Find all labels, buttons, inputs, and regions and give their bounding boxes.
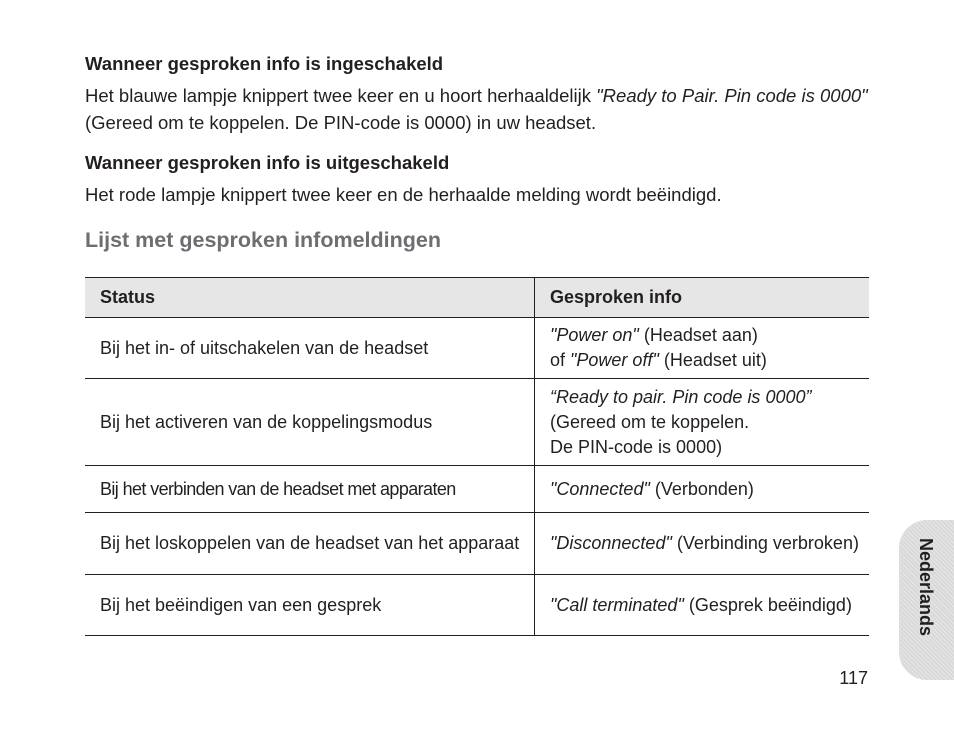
status-cell: Bij het beëindigen van een gesprek [85,575,535,636]
table-row [85,575,869,636]
status-cell: Bij het activeren van de koppelingsmodus [85,379,535,466]
voice-info-cell: "Call terminated" (Gesprek beëindigd) [535,575,870,636]
section-heading-disabled: Wanneer gesproken info is uitgeschakeld [85,152,450,173]
table-row [85,379,869,466]
table-row [85,318,869,379]
voice-info-cell: "Disconnected" (Verbinding verbroken) [535,513,870,575]
table-row [85,513,869,575]
section-text-disabled: Het rode lampje knippert twee keer en de herhaalde melding wordt beëindigd. [85,184,722,205]
status-cell: Bij het verbinden van de headset met apparaten [85,466,535,513]
status-cell: Bij het loskoppelen van de headset van het apparaat [85,513,535,575]
table-title: Lijst met gesproken infomeldingen [85,228,441,252]
page-number: 117 [839,668,868,688]
table-header-row [85,278,869,318]
column-header-voice-info: Gesproken info [535,278,870,318]
section-text-enabled: Het blauwe lampje knippert twee keer en u hoort herhaaldelijk "Ready to Pair. Pin code is 0000" (Gereed om te koppelen. De PIN-code is 0000) in uw headset. [85,85,868,133]
voice-info-cell: “Ready to pair. Pin code is 0000” (Gereed om te koppelen. De PIN-code is 0000) [535,379,870,466]
language-tab-label: Nederlands [916,538,936,637]
voice-info-cell: "Connected" (Verbonden) [535,466,870,513]
status-cell: Bij het in- of uitschakelen van de headset [85,318,535,379]
voice-info-cell: "Power on" (Headset aan) of "Power off" (Headset uit) [535,318,870,379]
section-heading-enabled: Wanneer gesproken info is ingeschakeld [85,53,444,74]
table-row [85,466,869,513]
voice-prompts-table [85,277,869,636]
column-header-status: Status [85,278,535,318]
